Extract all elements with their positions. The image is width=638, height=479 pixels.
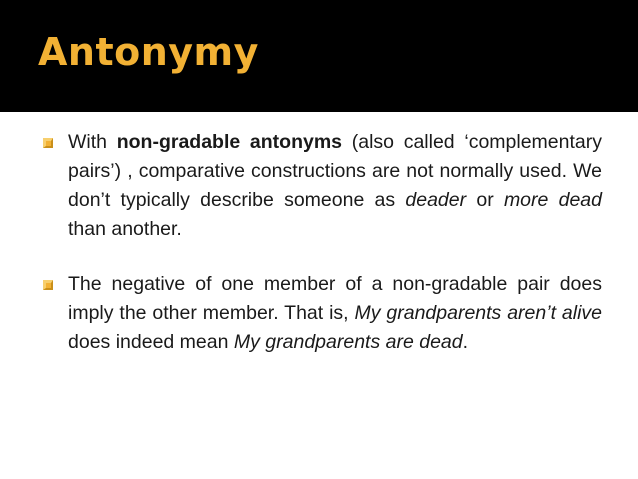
square-bullet-icon [43, 280, 53, 290]
text-segment: The negative of one member of a non-gradable pair does imply the other member. That is, [68, 273, 602, 324]
bullet-text [68, 273, 602, 353]
square-bullet-icon [43, 138, 53, 148]
slide-header [0, 0, 638, 112]
text-segment: does indeed mean [68, 331, 234, 353]
text-segment: than another. [68, 218, 182, 240]
bullet-item [40, 128, 602, 244]
italic-example: deader [405, 189, 467, 211]
italic-example: My grandparents aren’t alive [354, 302, 602, 324]
italic-example: more dead [503, 189, 602, 211]
text-segment: . [462, 331, 469, 353]
italic-example: My grandparents are dead [233, 331, 463, 353]
text-segment: With [68, 131, 117, 153]
text-segment: (also called ‘complementary pairs’) , comparative constructions are not normally used. We don’t typically describe someone as [68, 131, 602, 211]
bullet-item [40, 270, 602, 357]
bold-term: non-gradable antonyms [116, 131, 343, 153]
bullet-text [68, 131, 602, 240]
text-segment: or [466, 189, 504, 211]
slide-content [40, 128, 602, 383]
slide-title: Antonymy [38, 30, 259, 74]
